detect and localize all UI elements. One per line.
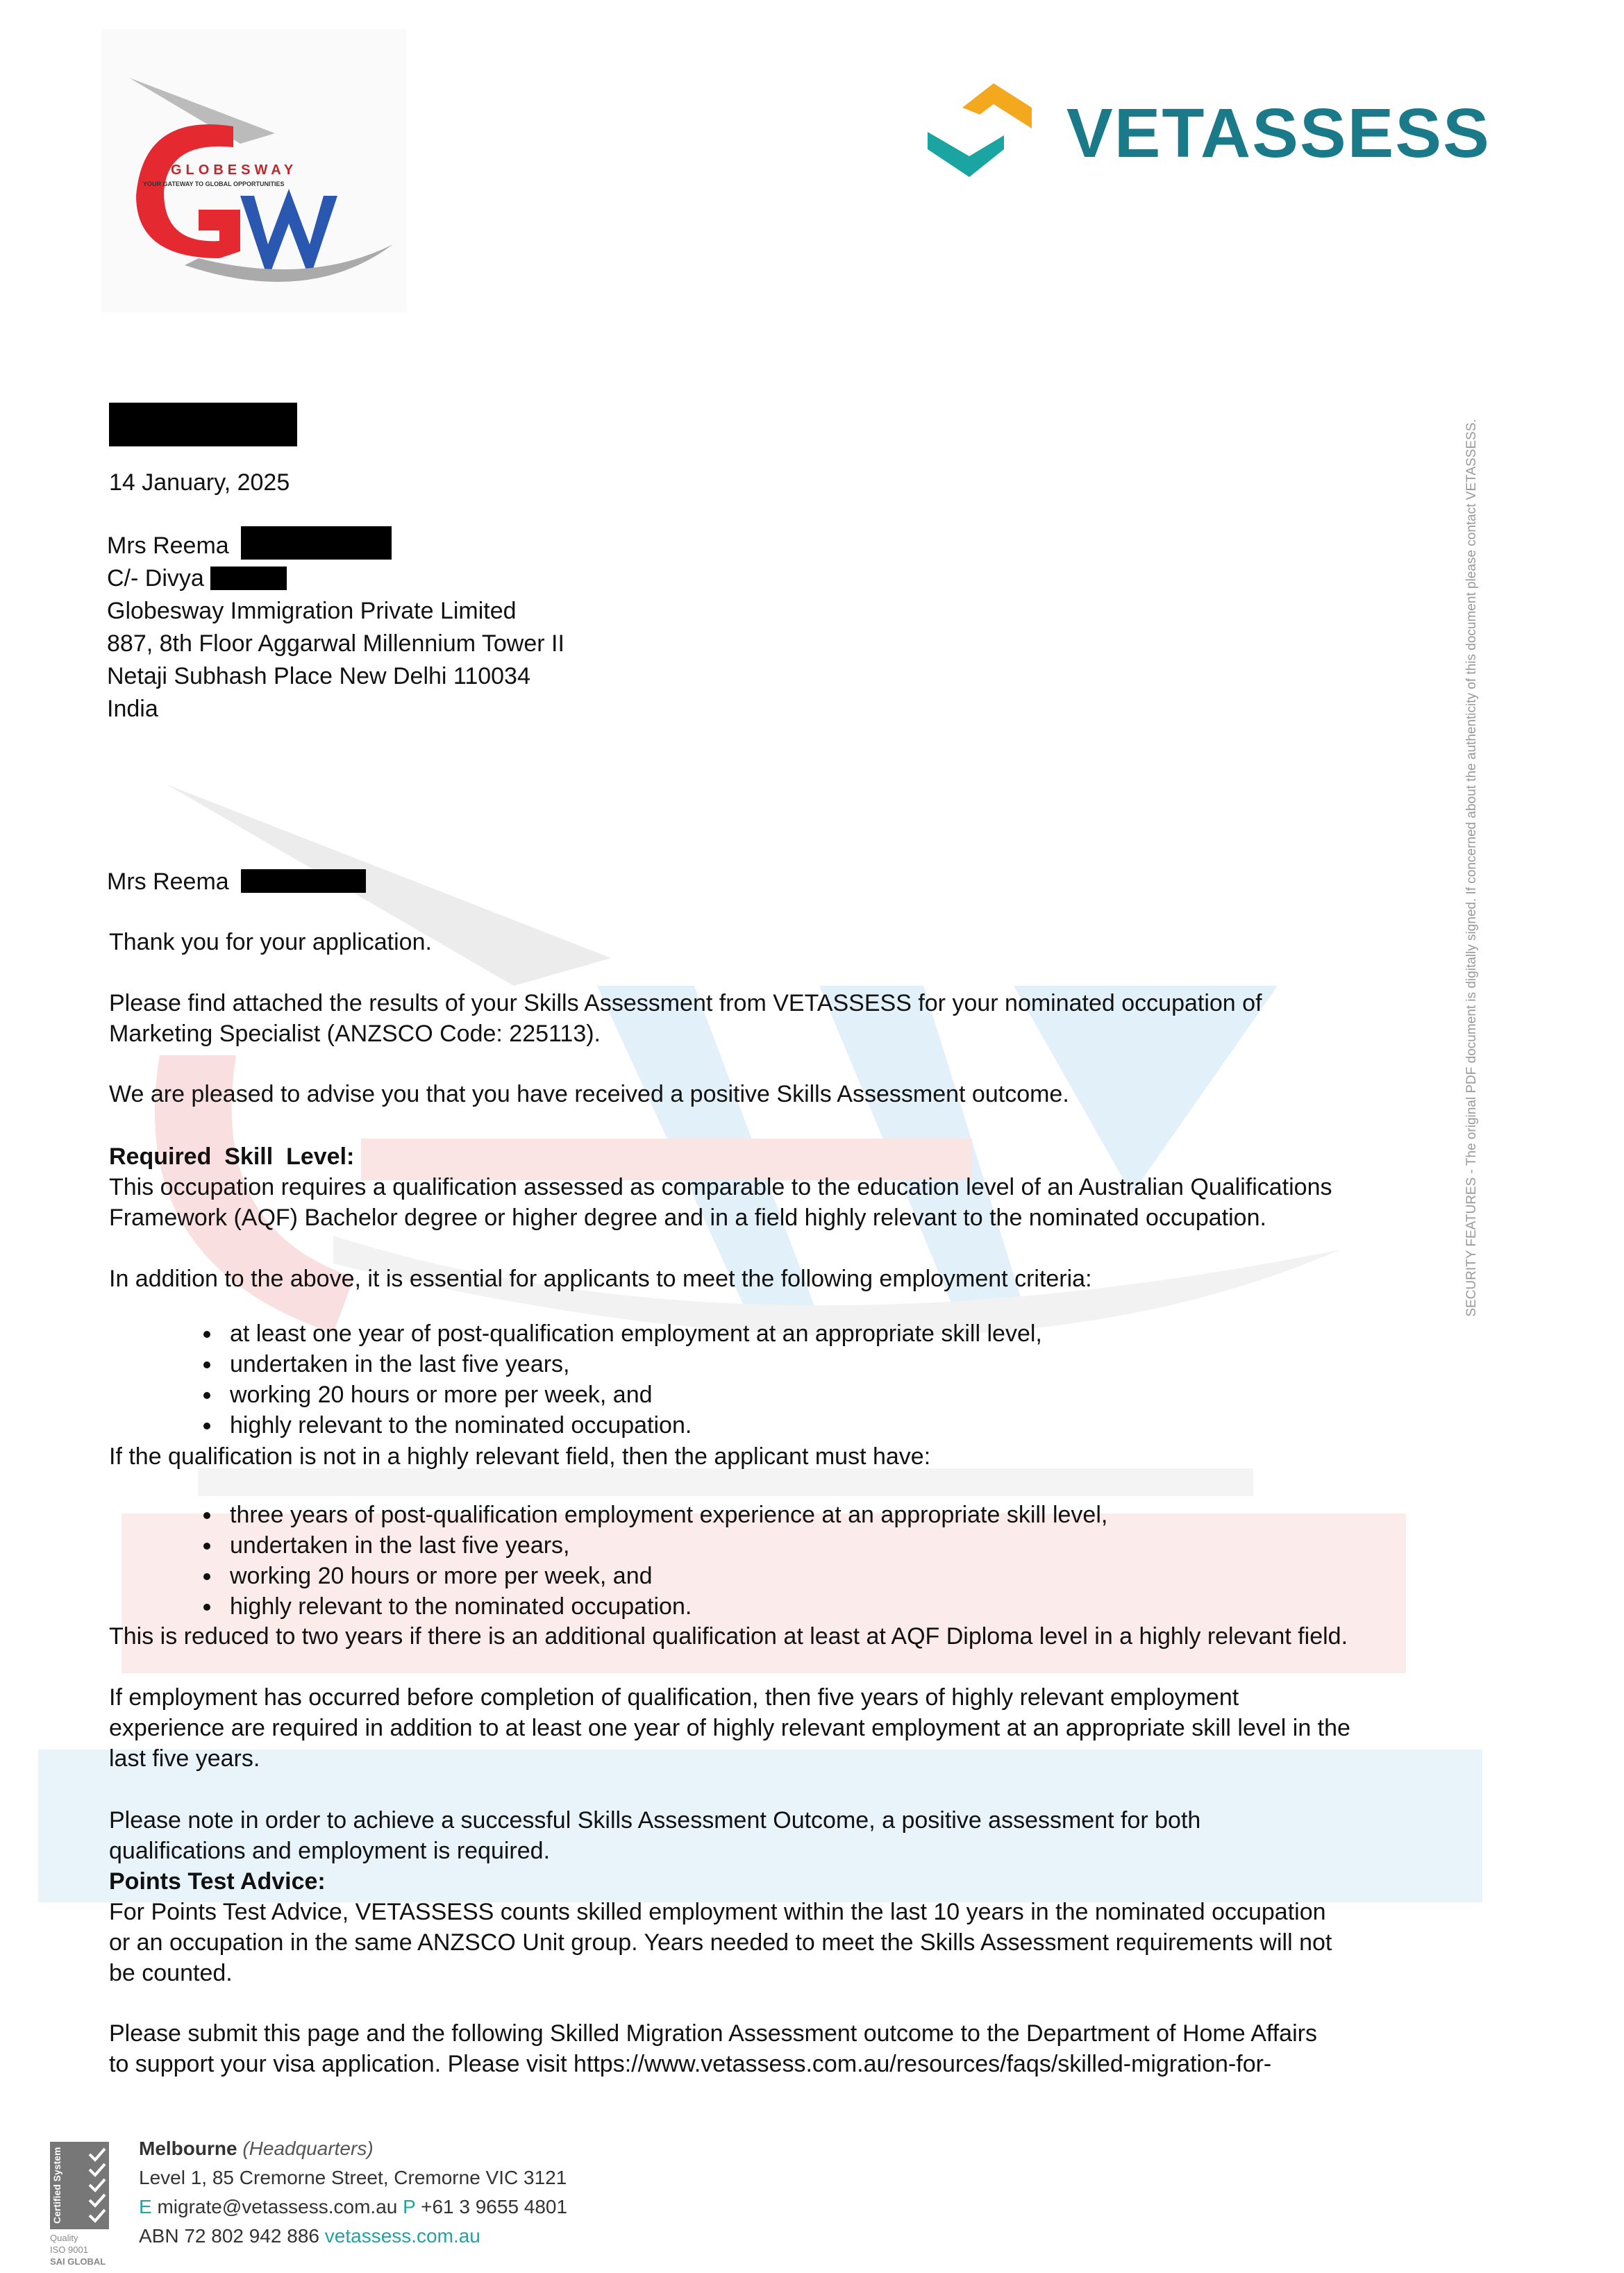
paragraph-line: or an occupation in the same ANZSCO Unit group. Years needed to meet the Skills Assessment requirements will not [109,1929,1332,1956]
criteria-item: undertaken in the last five years, [109,1530,1107,1561]
vetassess-logo [928,80,1497,184]
intro-paragraph [109,988,1262,1049]
company-name: Globesway Immigration Private Limited [107,598,517,624]
criteria-item: working 20 hours or more per week, and [109,1379,1042,1410]
iso-label: ISO 9001 [50,2245,88,2255]
thanks-text: Thank you for your application. [109,929,432,955]
footer-email[interactable]: migrate@vetassess.com.au [157,2196,398,2217]
paragraph-line: Please note in order to achieve a successful Skills Assessment Outcome, a positive assessment for both [109,1807,1201,1834]
footer-contact [139,2134,567,2251]
phone-label: P [403,2196,416,2217]
paragraph-line: If employment has occurred before completion of qualification, then five years of highly relevant employment [109,1684,1239,1711]
criteria-item: three years of post-qualification employment experience at an appropriate skill level, [109,1500,1107,1530]
paragraph-line: experience are required in addition to at least one year of highly relevant employment at an appropriate skill level in the [109,1715,1350,1741]
paragraph-line: qualifications and employment is required. [109,1838,551,1864]
intro-line: Marketing Specialist (ANZSCO Code: 225113). [109,1021,601,1047]
paragraph-line: Please submit this page and the following Skilled Migration Assessment outcome to the Department of Home Affairs [109,2020,1317,2047]
footer-website[interactable]: vetassess.com.au [324,2225,480,2247]
redacted-surname-2 [210,567,287,590]
required-skill-section [109,1141,1332,1233]
points-test-heading: Points Test Advice: [109,1868,326,1895]
letter-date: 14 January, 2025 [109,469,290,496]
required-skill-heading: Required Skill Level: [109,1143,355,1170]
before-completion-paragraph [109,1682,1350,1774]
criteria-item: at least one year of post-qualification employment at an appropriate skill level, [109,1318,1042,1349]
required-skill-line: This occupation requires a qualification assessed as comparable to the education level of an Australian Qualifications [109,1174,1332,1200]
recipient-name: Mrs Reema [107,532,229,559]
quality-label: Quality [50,2233,78,2243]
street-address: 887, 8th Floor Aggarwal Millennium Tower II [107,630,564,657]
city-address: Netaji Subhash Place New Delhi 110034 [107,663,530,689]
footer-phone: +61 3 9655 4801 [421,2196,568,2217]
sai-global-label: SAI GLOBAL [50,2256,106,2267]
vetassess-logo-icon [928,80,1039,184]
redacted-reference [109,403,297,446]
salutation: Mrs Reema [107,869,229,895]
care-of: C/- Divya [107,565,204,592]
footer-hq: (Headquarters) [242,2138,374,2159]
email-label: E [139,2196,152,2217]
submit-paragraph [109,2018,1317,2079]
certified-system-badge [50,2142,109,2229]
criteria-item: highly relevant to the nominated occupation. [109,1410,1042,1441]
footer-city: Melbourne [139,2138,237,2159]
intro-line: Please find attached the results of your Skills Assessment from VETASSESS for your nominated occupation of [109,990,1262,1016]
iso-labels [50,2232,106,2267]
criteria-item: working 20 hours or more per week, and [109,1561,1107,1591]
reduced-text: This is reduced to two years if there is an additional qualification at least at AQF Diploma level in a highly relevant field. [109,1623,1348,1650]
footer-abn: ABN 72 802 942 886 [139,2225,319,2247]
criteria-list-1 [109,1318,1042,1441]
globesway-logo [101,29,407,312]
required-skill-line: Framework (AQF) Bachelor degree or higher degree and in a field highly relevant to the nominated occupation. [109,1205,1266,1231]
criteria-list-2 [109,1500,1107,1622]
certified-system-label: Certified System [51,2147,62,2224]
criteria-intro: In addition to the above, it is essential for applicants to meet the following employment criteria: [109,1266,1092,1292]
not-relevant-text: If the qualification is not in a highly relevant field, then the applicant must have: [109,1443,931,1470]
paragraph-line: be counted. [109,1960,233,1986]
globesway-logo-text: GLOBESWAY [171,162,298,178]
checkmarks-icon [88,2146,106,2225]
globesway-logo-tagline: YOUR GATEWAY TO GLOBAL OPPORTUNITIES [143,181,285,187]
footer-address: Level 1, 85 Cremorne Street, Cremorne VIC 3121 [139,2167,567,2188]
paragraph-line: to support your visa application. Please visit https://www.vetassess.com.au/resources/faqs/skilled-migration-for- [109,2051,1272,2077]
redacted-surname-3 [241,869,366,893]
note-and-points-section [109,1805,1332,1988]
criteria-item: undertaken in the last five years, [109,1349,1042,1379]
security-features-note: SECURITY FEATURES - The original PDF document is digitally signed. If concerned about the authenticity of this document please contact VETASSESS. [1464,419,1479,1317]
redacted-surname [241,526,392,560]
paragraph-line: For Points Test Advice, VETASSESS counts skilled employment within the last 10 years in the nominated occupation [109,1899,1326,1925]
criteria-item: highly relevant to the nominated occupation. [109,1591,1107,1622]
country: India [107,696,158,722]
paragraph-line: last five years. [109,1745,260,1772]
positive-outcome-text: We are pleased to advise you that you have received a positive Skills Assessment outcome. [109,1081,1069,1107]
vetassess-logo-text: VETASSESS [1066,94,1491,172]
